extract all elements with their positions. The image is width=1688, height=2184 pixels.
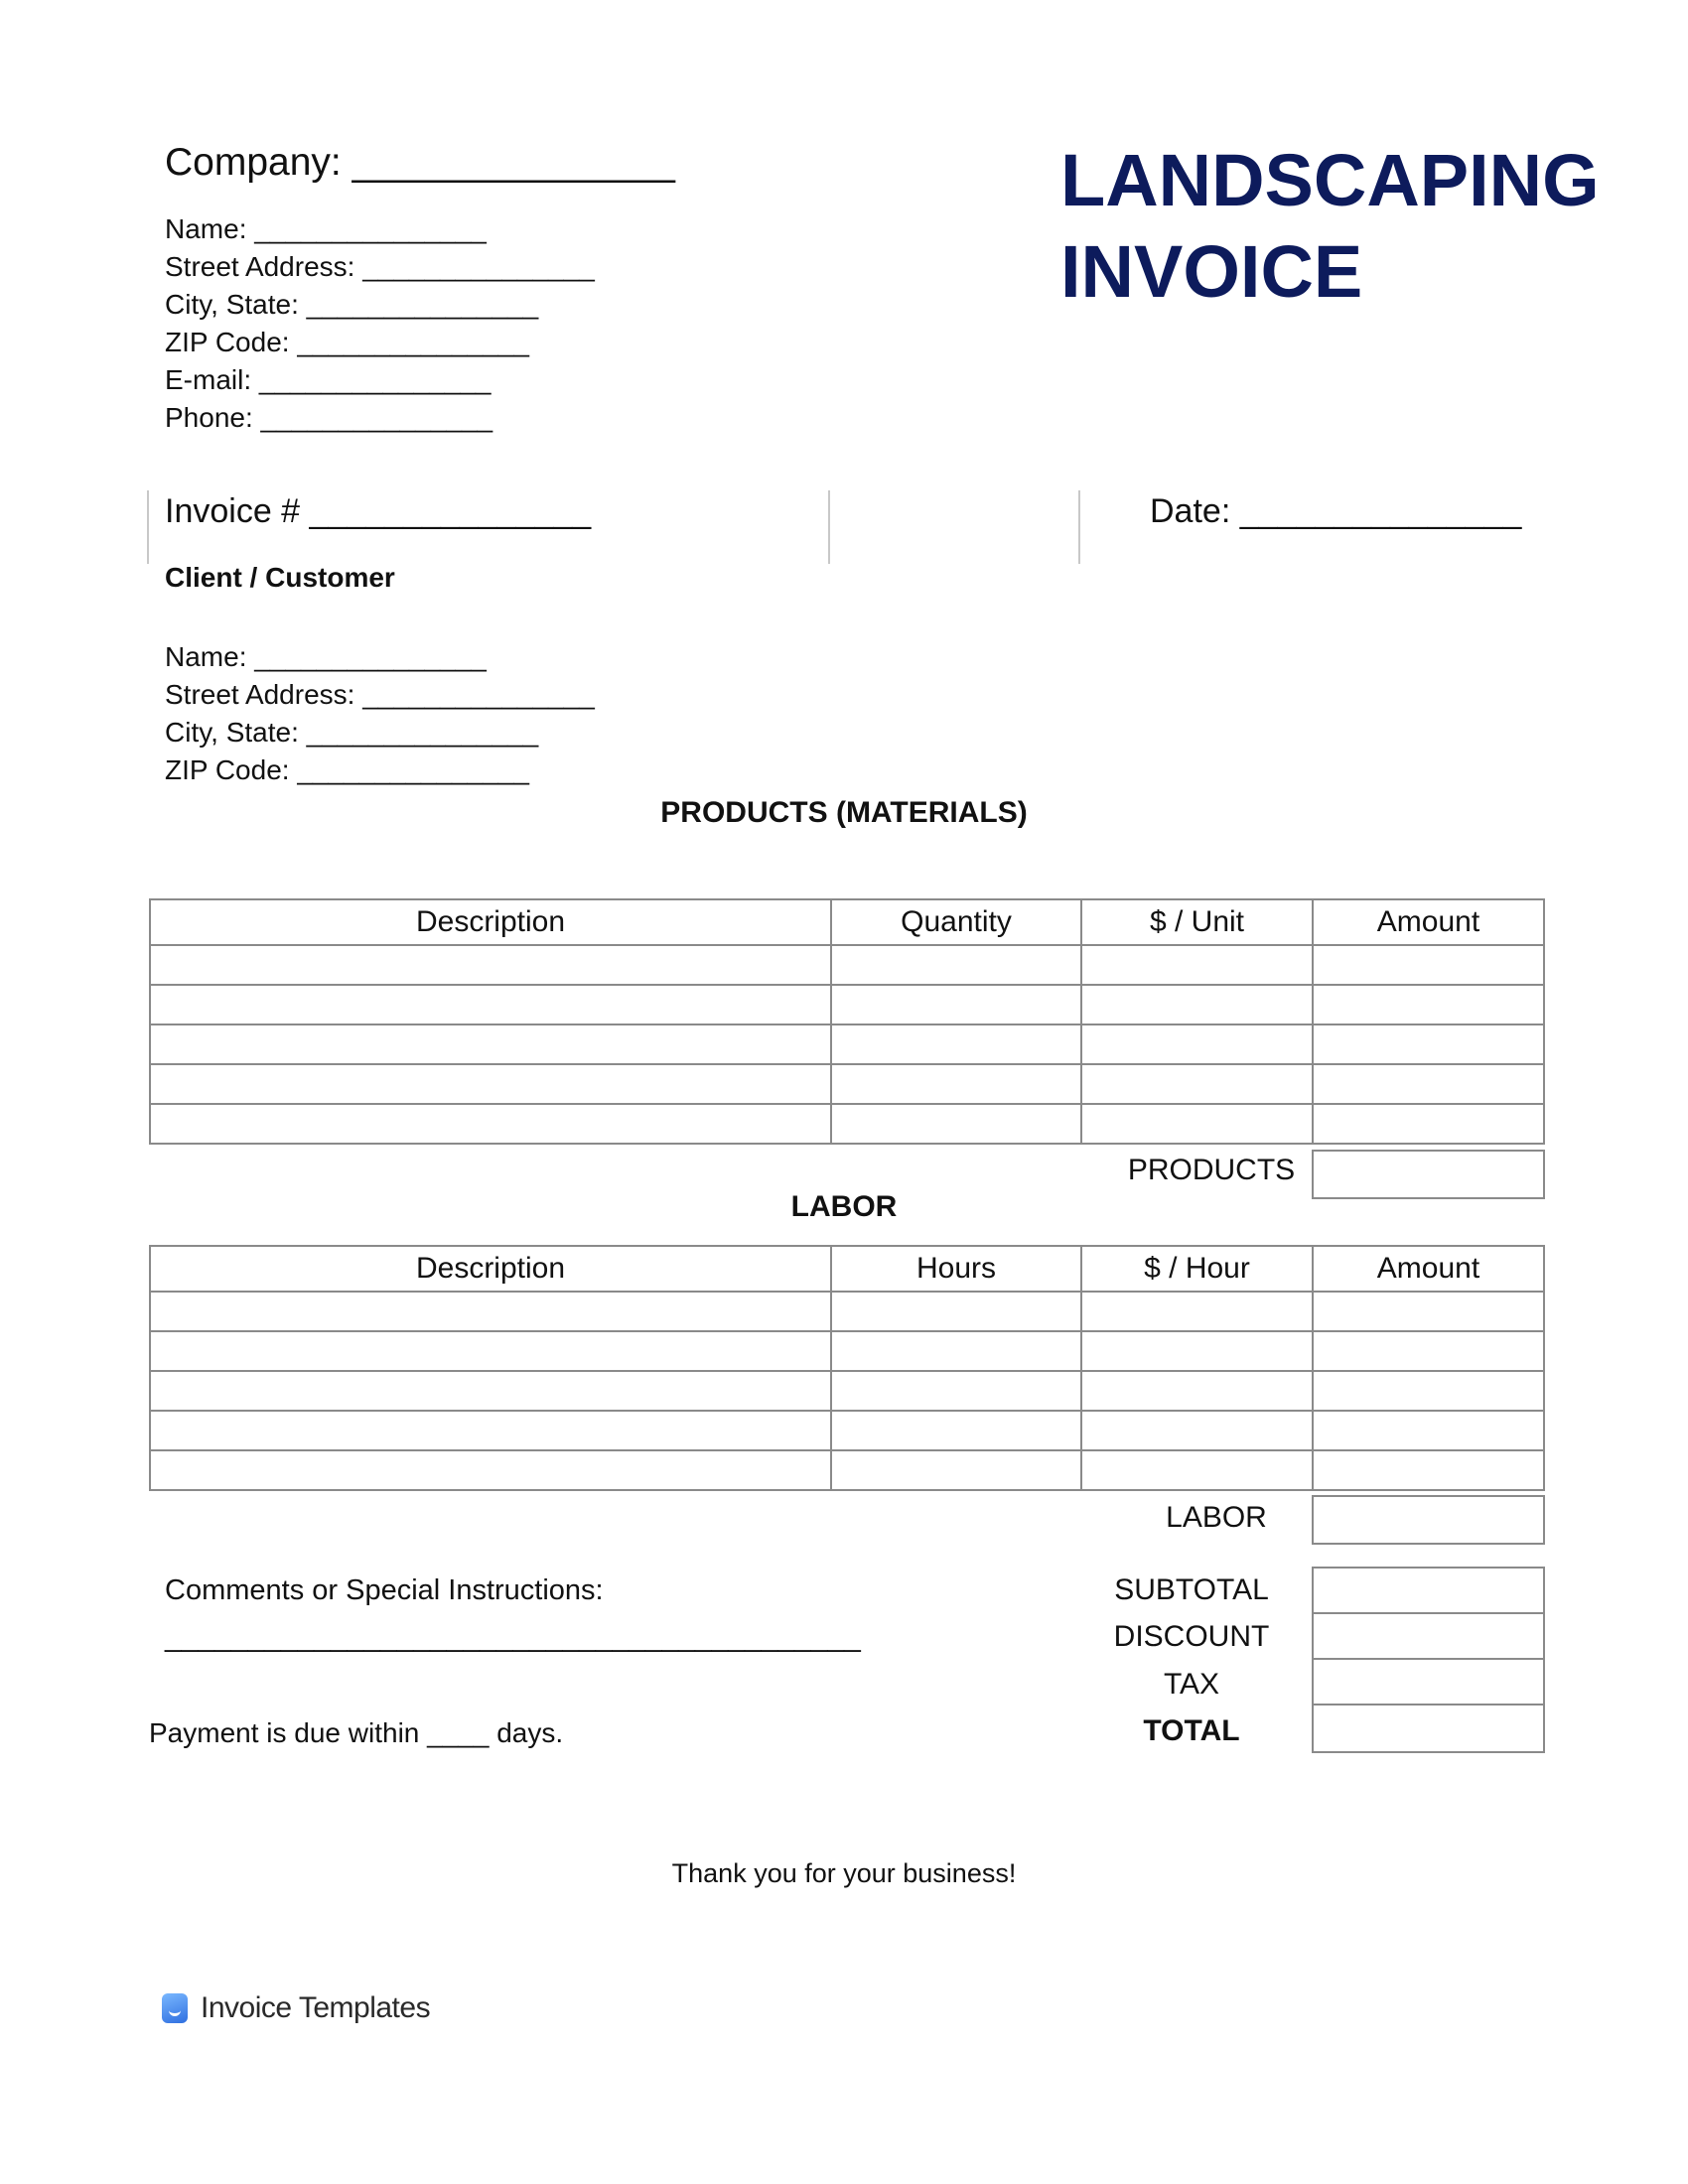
unit-price-cell[interactable] xyxy=(1081,985,1313,1024)
column-header-amount: Amount xyxy=(1313,899,1544,945)
hours-cell[interactable] xyxy=(831,1292,1081,1331)
company-email-field: E-mail: _______________ xyxy=(165,364,492,395)
table-row xyxy=(150,945,1544,985)
invoice-meta-row xyxy=(147,490,1545,564)
amount-cell[interactable] xyxy=(1313,985,1544,1024)
description-cell[interactable] xyxy=(150,945,831,985)
table-row xyxy=(150,1371,1544,1411)
discount-box[interactable] xyxy=(1312,1614,1545,1660)
quantity-cell[interactable] xyxy=(831,945,1081,985)
products-table xyxy=(149,898,1545,1145)
amount-cell[interactable] xyxy=(1313,1371,1544,1411)
company-info xyxy=(165,210,595,437)
column-header-hours: Hours xyxy=(831,1246,1081,1292)
hourly-rate-cell[interactable] xyxy=(1081,1411,1313,1450)
column-header-amount: Amount xyxy=(1313,1246,1544,1292)
invoice-number-field: Invoice # _______________ xyxy=(165,492,592,530)
company-zip-field: ZIP Code: _______________ xyxy=(165,327,529,357)
company-street-field: Street Address: _______________ xyxy=(165,251,595,282)
column-header-quantity: Quantity xyxy=(831,899,1081,945)
table-row xyxy=(150,1064,1544,1104)
divider xyxy=(147,490,149,564)
hours-cell[interactable] xyxy=(831,1371,1081,1411)
amount-cell[interactable] xyxy=(1313,1064,1544,1104)
description-cell[interactable] xyxy=(150,1331,831,1371)
products-subtotal-label: PRODUCTS xyxy=(1127,1154,1296,1186)
products-header-row xyxy=(150,899,1544,945)
tax-box[interactable] xyxy=(1312,1660,1545,1706)
column-header-description: Description xyxy=(150,1246,831,1292)
title-line-2: INVOICE xyxy=(1060,230,1363,313)
amount-cell[interactable] xyxy=(1313,1292,1544,1331)
payment-terms: Payment is due within ____ days. xyxy=(149,1717,564,1748)
description-cell[interactable] xyxy=(150,1371,831,1411)
column-header-hourly-rate: $ / Hour xyxy=(1081,1246,1313,1292)
company-name-field: Name: _______________ xyxy=(165,213,487,244)
table-row xyxy=(150,1292,1544,1331)
labor-subtotal-box[interactable] xyxy=(1312,1495,1545,1545)
invoice-date-field: Date: _______________ xyxy=(1150,492,1522,530)
client-name-field: Name: _______________ xyxy=(165,641,487,672)
labor-header-row xyxy=(150,1246,1544,1292)
quantity-cell[interactable] xyxy=(831,1104,1081,1144)
labor-subtotal-label: LABOR xyxy=(1166,1501,1267,1534)
divider xyxy=(1078,490,1080,564)
invoice-templates-logo-icon xyxy=(162,1993,188,2023)
hours-cell[interactable] xyxy=(831,1411,1081,1450)
subtotal-box[interactable] xyxy=(1312,1567,1545,1614)
column-header-unit-price: $ / Unit xyxy=(1081,899,1313,945)
quantity-cell[interactable] xyxy=(831,1064,1081,1104)
hours-cell[interactable] xyxy=(831,1450,1081,1490)
client-city-field: City, State: _______________ xyxy=(165,717,539,748)
company-city-field: City, State: _______________ xyxy=(165,289,539,320)
discount-label: DISCOUNT xyxy=(1113,1620,1270,1653)
total-label: TOTAL xyxy=(1143,1714,1240,1747)
amount-cell[interactable] xyxy=(1313,945,1544,985)
table-row xyxy=(150,1104,1544,1144)
unit-price-cell[interactable] xyxy=(1081,945,1313,985)
amount-cell[interactable] xyxy=(1313,1450,1544,1490)
table-row xyxy=(150,1450,1544,1490)
description-cell[interactable] xyxy=(150,1024,831,1064)
table-row xyxy=(150,1024,1544,1064)
total-box[interactable] xyxy=(1312,1706,1545,1753)
invoice-title xyxy=(1060,135,1600,318)
thank-you-note: Thank you for your business! xyxy=(671,1858,1017,1888)
brand-name[interactable]: Invoice Templates xyxy=(201,1991,431,2024)
labor-table xyxy=(149,1245,1545,1491)
table-row xyxy=(150,1331,1544,1371)
amount-cell[interactable] xyxy=(1313,1411,1544,1450)
hourly-rate-cell[interactable] xyxy=(1081,1331,1313,1371)
hourly-rate-cell[interactable] xyxy=(1081,1292,1313,1331)
hourly-rate-cell[interactable] xyxy=(1081,1371,1313,1411)
description-cell[interactable] xyxy=(150,985,831,1024)
description-cell[interactable] xyxy=(150,1450,831,1490)
description-cell[interactable] xyxy=(150,1292,831,1331)
description-cell[interactable] xyxy=(150,1411,831,1450)
column-header-description: Description xyxy=(150,899,831,945)
amount-cell[interactable] xyxy=(1313,1331,1544,1371)
hourly-rate-cell[interactable] xyxy=(1081,1450,1313,1490)
divider xyxy=(828,490,830,564)
amount-cell[interactable] xyxy=(1313,1104,1544,1144)
client-zip-field: ZIP Code: _______________ xyxy=(165,754,529,785)
description-cell[interactable] xyxy=(150,1064,831,1104)
unit-price-cell[interactable] xyxy=(1081,1024,1313,1064)
table-row xyxy=(150,985,1544,1024)
hours-cell[interactable] xyxy=(831,1331,1081,1371)
client-heading: Client / Customer xyxy=(165,562,395,593)
labor-section-title: LABOR xyxy=(790,1190,898,1223)
company-field: Company: _______________ xyxy=(165,141,675,184)
comments-line[interactable]: __________________________________________ xyxy=(165,1620,861,1653)
client-info xyxy=(165,638,595,789)
tax-label: TAX xyxy=(1163,1668,1220,1701)
title-line-1: LANDSCAPING xyxy=(1060,139,1600,221)
unit-price-cell[interactable] xyxy=(1081,1064,1313,1104)
products-section-title: PRODUCTS (MATERIALS) xyxy=(660,796,1028,829)
table-row xyxy=(150,1411,1544,1450)
company-phone-field: Phone: _______________ xyxy=(165,402,493,433)
quantity-cell[interactable] xyxy=(831,985,1081,1024)
description-cell[interactable] xyxy=(150,1104,831,1144)
unit-price-cell[interactable] xyxy=(1081,1104,1313,1144)
client-street-field: Street Address: _______________ xyxy=(165,679,595,710)
quantity-cell[interactable] xyxy=(831,1024,1081,1064)
amount-cell[interactable] xyxy=(1313,1024,1544,1064)
comments-label: Comments or Special Instructions: xyxy=(165,1574,604,1606)
subtotal-label: SUBTOTAL xyxy=(1114,1573,1269,1606)
